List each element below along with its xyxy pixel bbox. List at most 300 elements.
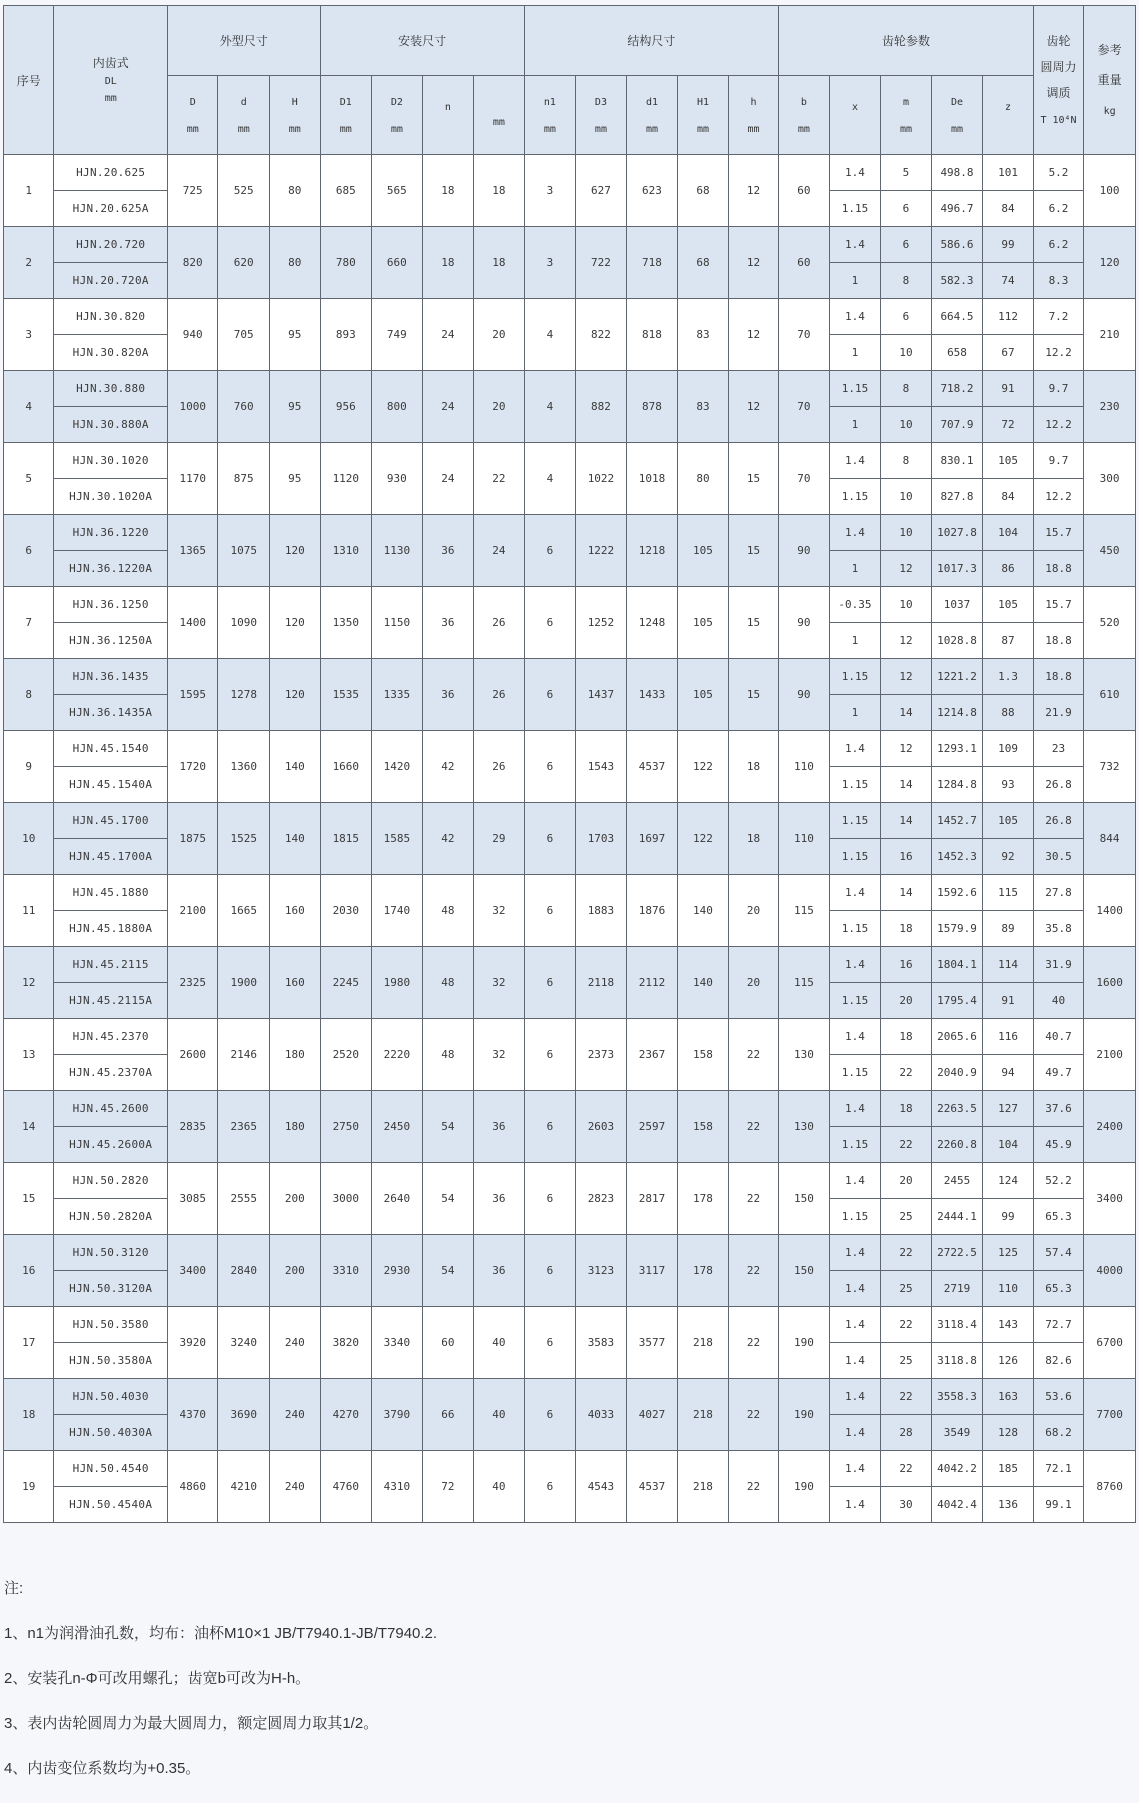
header-col-z — [983, 76, 1033, 155]
cell-b: 90 — [779, 659, 829, 731]
cell-phi: 40 — [474, 1451, 524, 1523]
cell-d3: 3123 — [576, 1235, 626, 1307]
cell-de: 2065.6 — [931, 1019, 983, 1055]
cell-m: 18 — [881, 911, 931, 947]
cell-de: 1027.8 — [931, 515, 983, 551]
table-row — [4, 227, 1136, 263]
table-row — [4, 587, 1136, 623]
cell-m: 10 — [881, 587, 931, 623]
header-col-name: De — [950, 96, 964, 108]
header-col-name: D2 — [390, 96, 403, 108]
cell-weight: 2100 — [1084, 1019, 1136, 1091]
cell-model: HJN.50.3120 — [54, 1235, 168, 1271]
cell-seq: 13 — [4, 1019, 54, 1091]
cell-de: 498.8 — [931, 155, 983, 191]
header-col-name: z — [1005, 102, 1012, 113]
cell-phi: 32 — [474, 947, 524, 1019]
cell-t: 53.6 — [1033, 1379, 1083, 1415]
cell-h: 18 — [728, 803, 778, 875]
cell-n: 48 — [422, 875, 474, 947]
cell-de: 3118.4 — [931, 1307, 983, 1343]
cell-h: 20 — [728, 875, 778, 947]
cell-z: 115 — [983, 875, 1033, 911]
cell-d: 3085 — [167, 1163, 217, 1235]
cell-model: HJN.36.1435 — [54, 659, 168, 695]
table-row — [4, 1163, 1136, 1199]
cell-h: 15 — [728, 659, 778, 731]
header-subrow — [4, 76, 1136, 155]
header-col-unit: mm — [797, 123, 810, 135]
header-col-unit: mm — [899, 123, 912, 135]
cell-d1: 4537 — [626, 731, 678, 803]
cell-h1: 218 — [678, 1451, 728, 1523]
cell-d3: 1703 — [576, 803, 626, 875]
header-col-n — [422, 76, 474, 155]
header-install: 安装尺寸 — [320, 6, 524, 76]
header-col-name: D3 — [594, 96, 607, 108]
cell-de: 1804.1 — [931, 947, 983, 983]
cell-b: 190 — [779, 1451, 829, 1523]
cell-t: 6.2 — [1033, 191, 1083, 227]
cell-model: HJN.50.4540 — [54, 1451, 168, 1487]
cell-d2: 660 — [372, 227, 422, 299]
cell-seq: 5 — [4, 443, 54, 515]
cell-n: 24 — [422, 299, 474, 371]
table-row — [4, 1451, 1136, 1487]
cell-h: 12 — [728, 299, 778, 371]
cell-phi: 36 — [474, 1091, 524, 1163]
cell-h: 200 — [270, 1235, 320, 1307]
cell-seq: 15 — [4, 1163, 54, 1235]
cell-z: 92 — [983, 839, 1033, 875]
cell-x: 1.4 — [829, 1307, 881, 1343]
cell-de: 582.3 — [931, 263, 983, 299]
cell-z: 124 — [983, 1163, 1033, 1199]
cell-weight: 7700 — [1084, 1379, 1136, 1451]
cell-b: 70 — [779, 443, 829, 515]
cell-d: 2365 — [218, 1091, 270, 1163]
cell-d1: 3577 — [626, 1307, 678, 1379]
cell-de: 1214.8 — [931, 695, 983, 731]
cell-n1: 6 — [524, 1235, 576, 1307]
header-col-phi — [474, 76, 524, 155]
cell-phi: 26 — [474, 587, 524, 659]
header-col-name: x — [851, 102, 858, 113]
table-row — [4, 299, 1136, 335]
header-col-name: b — [800, 96, 807, 108]
cell-z: 99 — [983, 1199, 1033, 1235]
cell-d: 1875 — [167, 803, 217, 875]
cell-x: 1 — [829, 407, 881, 443]
cell-d2: 1335 — [372, 659, 422, 731]
cell-phi: 26 — [474, 731, 524, 803]
cell-d1: 1018 — [626, 443, 678, 515]
cell-weight: 610 — [1084, 659, 1136, 731]
cell-d1: 3820 — [320, 1307, 372, 1379]
cell-h: 140 — [270, 731, 320, 803]
cell-weight: 1600 — [1084, 947, 1136, 1019]
cell-n: 18 — [422, 227, 474, 299]
cell-b: 110 — [779, 731, 829, 803]
header-force — [1033, 6, 1083, 155]
header-seq: 序号 — [4, 6, 54, 155]
cell-h: 22 — [728, 1019, 778, 1091]
cell-x: 1.15 — [829, 1127, 881, 1163]
cell-d3: 1543 — [576, 731, 626, 803]
cell-de: 664.5 — [931, 299, 983, 335]
cell-d1: 3310 — [320, 1235, 372, 1307]
header-col-name: D1 — [339, 96, 352, 108]
cell-d: 1365 — [167, 515, 217, 587]
cell-model: HJN.30.820 — [54, 299, 168, 335]
cell-d3: 722 — [576, 227, 626, 299]
cell-n: 48 — [422, 1019, 474, 1091]
cell-t: 82.6 — [1033, 1343, 1083, 1379]
header-col-name: H1 — [696, 96, 710, 108]
cell-de: 1037 — [931, 587, 983, 623]
cell-model: HJN.50.2820 — [54, 1163, 168, 1199]
cell-b: 115 — [779, 947, 829, 1019]
cell-d2: 1420 — [372, 731, 422, 803]
cell-de: 1579.9 — [931, 911, 983, 947]
cell-t: 12.2 — [1033, 335, 1083, 371]
cell-model: HJN.50.4540A — [54, 1487, 168, 1523]
cell-z: 89 — [983, 911, 1033, 947]
header-col-name: m — [902, 96, 909, 108]
cell-d1: 1218 — [626, 515, 678, 587]
cell-m: 8 — [881, 263, 931, 299]
cell-weight: 3400 — [1084, 1163, 1136, 1235]
header-col-h — [728, 76, 778, 155]
header-model — [54, 6, 168, 155]
cell-model: HJN.36.1250A — [54, 623, 168, 659]
cell-h1: 140 — [678, 947, 728, 1019]
cell-m: 8 — [881, 443, 931, 479]
cell-model: HJN.45.2600A — [54, 1127, 168, 1163]
cell-de: 1452.7 — [931, 803, 983, 839]
header-col-name: h — [750, 96, 757, 108]
cell-z: 109 — [983, 731, 1033, 767]
cell-de: 1028.8 — [931, 623, 983, 659]
cell-d2: 749 — [372, 299, 422, 371]
cell-t: 7.2 — [1033, 299, 1083, 335]
cell-seq: 7 — [4, 587, 54, 659]
cell-x: 1.4 — [829, 1019, 881, 1055]
cell-z: 104 — [983, 1127, 1033, 1163]
cell-d1: 2245 — [320, 947, 372, 1019]
cell-m: 22 — [881, 1235, 931, 1271]
cell-d1: 718 — [626, 227, 678, 299]
cell-b: 115 — [779, 875, 829, 947]
header-col-d3 — [576, 76, 626, 155]
cell-h: 95 — [270, 299, 320, 371]
cell-m: 12 — [881, 551, 931, 587]
cell-d: 2100 — [167, 875, 217, 947]
cell-d1: 685 — [320, 155, 372, 227]
cell-phi: 22 — [474, 443, 524, 515]
cell-x: 1.4 — [829, 155, 881, 191]
cell-d2: 1150 — [372, 587, 422, 659]
header-col-unit: mm — [645, 123, 658, 135]
cell-m: 14 — [881, 803, 931, 839]
cell-x: 1.15 — [829, 1055, 881, 1091]
cell-t: 57.4 — [1033, 1235, 1083, 1271]
cell-t: 15.7 — [1033, 515, 1083, 551]
note-3: 3、表内齿轮圆周力为最大圆周力，额定圆周力取其1/2。 — [4, 1715, 379, 1732]
cell-n1: 6 — [524, 1019, 576, 1091]
cell-m: 8 — [881, 371, 931, 407]
cell-d: 2600 — [167, 1019, 217, 1091]
cell-x: 1.4 — [829, 1415, 881, 1451]
cell-model: HJN.20.720 — [54, 227, 168, 263]
cell-d3: 1252 — [576, 587, 626, 659]
cell-h: 12 — [728, 155, 778, 227]
cell-n1: 6 — [524, 587, 576, 659]
cell-d3: 1437 — [576, 659, 626, 731]
cell-t: 9.7 — [1033, 371, 1083, 407]
cell-model: HJN.50.4030A — [54, 1415, 168, 1451]
cell-n1: 6 — [524, 1163, 576, 1235]
header-col-unit: mm — [237, 123, 250, 135]
cell-t: 68.2 — [1033, 1415, 1083, 1451]
cell-seq: 2 — [4, 227, 54, 299]
cell-model: HJN.20.720A — [54, 263, 168, 299]
cell-model: HJN.45.1700 — [54, 803, 168, 839]
cell-d: 1000 — [167, 371, 217, 443]
cell-de: 658 — [931, 335, 983, 371]
header-col-d — [218, 76, 270, 155]
table-row — [4, 443, 1136, 479]
cell-t: 6.2 — [1033, 227, 1083, 263]
cell-d1: 1120 — [320, 443, 372, 515]
header-col-unit: mm — [492, 116, 505, 128]
cell-m: 10 — [881, 479, 931, 515]
cell-m: 16 — [881, 947, 931, 983]
cell-h: 80 — [270, 227, 320, 299]
cell-de: 3558.3 — [931, 1379, 983, 1415]
cell-d1: 1815 — [320, 803, 372, 875]
cell-de: 718.2 — [931, 371, 983, 407]
cell-model: HJN.45.1540A — [54, 767, 168, 803]
cell-weight: 4000 — [1084, 1235, 1136, 1307]
header-col-de — [931, 76, 983, 155]
cell-m: 20 — [881, 1163, 931, 1199]
cell-d: 1360 — [218, 731, 270, 803]
cell-z: 72 — [983, 407, 1033, 443]
cell-h: 180 — [270, 1019, 320, 1091]
header-col-n1 — [524, 76, 576, 155]
cell-h: 180 — [270, 1091, 320, 1163]
cell-m: 6 — [881, 299, 931, 335]
cell-seq: 4 — [4, 371, 54, 443]
cell-z: 67 — [983, 335, 1033, 371]
cell-d2: 930 — [372, 443, 422, 515]
cell-seq: 16 — [4, 1235, 54, 1307]
cell-z: 91 — [983, 371, 1033, 407]
cell-x: 1.4 — [829, 1235, 881, 1271]
header-weight-unit: kg — [1103, 106, 1116, 117]
cell-d3: 1222 — [576, 515, 626, 587]
cell-d: 1900 — [218, 947, 270, 1019]
cell-weight: 520 — [1084, 587, 1136, 659]
cell-phi: 20 — [474, 371, 524, 443]
cell-x: 1.15 — [829, 911, 881, 947]
table-row — [4, 1379, 1136, 1415]
cell-h: 95 — [270, 371, 320, 443]
cell-h1: 105 — [678, 659, 728, 731]
cell-model: HJN.36.1220 — [54, 515, 168, 551]
cell-m: 6 — [881, 227, 931, 263]
cell-d1: 3117 — [626, 1235, 678, 1307]
cell-d1: 2030 — [320, 875, 372, 947]
cell-m: 12 — [881, 623, 931, 659]
cell-x: 1.15 — [829, 371, 881, 407]
cell-de: 830.1 — [931, 443, 983, 479]
cell-weight: 300 — [1084, 443, 1136, 515]
spec-table-container — [3, 5, 1136, 1523]
cell-h1: 68 — [678, 155, 728, 227]
notes — [4, 1578, 1124, 1803]
cell-d1: 1876 — [626, 875, 678, 947]
header-model-code: DL — [104, 75, 117, 87]
cell-x: 1.15 — [829, 839, 881, 875]
cell-z: 84 — [983, 479, 1033, 515]
cell-z: 116 — [983, 1019, 1033, 1055]
cell-model: HJN.50.2820A — [54, 1199, 168, 1235]
cell-x: 1.15 — [829, 983, 881, 1019]
header-col-name: D — [189, 96, 196, 108]
cell-d2: 1980 — [372, 947, 422, 1019]
table-row — [4, 371, 1136, 407]
cell-h: 15 — [728, 515, 778, 587]
cell-x: 1.4 — [829, 731, 881, 767]
cell-de: 3549 — [931, 1415, 983, 1451]
cell-seq: 1 — [4, 155, 54, 227]
cell-de: 1017.3 — [931, 551, 983, 587]
cell-t: 18.8 — [1033, 659, 1083, 695]
header-col-unit: mm — [543, 123, 556, 135]
cell-t: 27.8 — [1033, 875, 1083, 911]
cell-x: 1 — [829, 551, 881, 587]
cell-de: 707.9 — [931, 407, 983, 443]
cell-h1: 122 — [678, 803, 728, 875]
cell-n1: 4 — [524, 371, 576, 443]
header-col-d1 — [626, 76, 678, 155]
cell-z: 136 — [983, 1487, 1033, 1523]
cell-h1: 105 — [678, 587, 728, 659]
cell-z: 125 — [983, 1235, 1033, 1271]
cell-weight: 210 — [1084, 299, 1136, 371]
cell-d: 820 — [167, 227, 217, 299]
cell-h: 22 — [728, 1163, 778, 1235]
cell-h: 12 — [728, 371, 778, 443]
cell-x: 1.4 — [829, 947, 881, 983]
cell-d1: 1350 — [320, 587, 372, 659]
header-model-unit: mm — [104, 92, 117, 104]
cell-d2: 800 — [372, 371, 422, 443]
cell-seq: 19 — [4, 1451, 54, 1523]
cell-n1: 6 — [524, 1379, 576, 1451]
cell-t: 8.3 — [1033, 263, 1083, 299]
cell-m: 18 — [881, 1019, 931, 1055]
cell-h: 22 — [728, 1307, 778, 1379]
header-col-unit: mm — [339, 123, 352, 135]
cell-d1: 1433 — [626, 659, 678, 731]
cell-d1: 1310 — [320, 515, 372, 587]
cell-m: 10 — [881, 335, 931, 371]
cell-d1: 4027 — [626, 1379, 678, 1451]
cell-t: 52.2 — [1033, 1163, 1083, 1199]
cell-t: 40.7 — [1033, 1019, 1083, 1055]
cell-h1: 218 — [678, 1307, 728, 1379]
cell-t: 15.7 — [1033, 587, 1083, 623]
cell-d: 760 — [218, 371, 270, 443]
cell-z: 74 — [983, 263, 1033, 299]
cell-h1: 105 — [678, 515, 728, 587]
cell-t: 23 — [1033, 731, 1083, 767]
cell-phi: 40 — [474, 1307, 524, 1379]
cell-model: HJN.45.2370 — [54, 1019, 168, 1055]
cell-model: HJN.45.1880A — [54, 911, 168, 947]
header-col-b — [779, 76, 829, 155]
cell-n: 24 — [422, 371, 474, 443]
cell-d: 4370 — [167, 1379, 217, 1451]
header-col-name: H — [291, 96, 298, 108]
cell-weight: 230 — [1084, 371, 1136, 443]
cell-model: HJN.50.3580 — [54, 1307, 168, 1343]
cell-h1: 158 — [678, 1019, 728, 1091]
cell-m: 22 — [881, 1379, 931, 1415]
cell-n: 60 — [422, 1307, 474, 1379]
cell-model: HJN.45.2600 — [54, 1091, 168, 1127]
cell-phi: 32 — [474, 1019, 524, 1091]
cell-z: 163 — [983, 1379, 1033, 1415]
cell-seq: 9 — [4, 731, 54, 803]
cell-x: 1.4 — [829, 1091, 881, 1127]
cell-n1: 3 — [524, 155, 576, 227]
cell-d1: 4537 — [626, 1451, 678, 1523]
cell-de: 2260.8 — [931, 1127, 983, 1163]
cell-n1: 6 — [524, 731, 576, 803]
cell-t: 9.7 — [1033, 443, 1083, 479]
cell-d: 940 — [167, 299, 217, 371]
cell-z: 112 — [983, 299, 1033, 335]
header-col-name: n — [444, 102, 451, 113]
header-col-d2 — [372, 76, 422, 155]
cell-seq: 6 — [4, 515, 54, 587]
cell-weight: 8760 — [1084, 1451, 1136, 1523]
cell-m: 10 — [881, 515, 931, 551]
cell-z: 126 — [983, 1343, 1033, 1379]
cell-d3: 4543 — [576, 1451, 626, 1523]
cell-weight: 2400 — [1084, 1091, 1136, 1163]
cell-h: 240 — [270, 1451, 320, 1523]
header-col-unit: mm — [288, 123, 301, 135]
cell-n: 42 — [422, 731, 474, 803]
note-1: 1、n1为润滑油孔数，均布：油杯M10×1 JB/T7940.1-JB/T7940.2. — [4, 1625, 438, 1642]
cell-d: 3690 — [218, 1379, 270, 1451]
cell-d2: 1740 — [372, 875, 422, 947]
cell-z: 143 — [983, 1307, 1033, 1343]
cell-h1: 83 — [678, 299, 728, 371]
cell-seq: 18 — [4, 1379, 54, 1451]
cell-model: HJN.20.625A — [54, 191, 168, 227]
cell-model: HJN.45.1540 — [54, 731, 168, 767]
cell-h: 160 — [270, 947, 320, 1019]
cell-d1: 956 — [320, 371, 372, 443]
cell-phi: 29 — [474, 803, 524, 875]
cell-n: 54 — [422, 1235, 474, 1307]
